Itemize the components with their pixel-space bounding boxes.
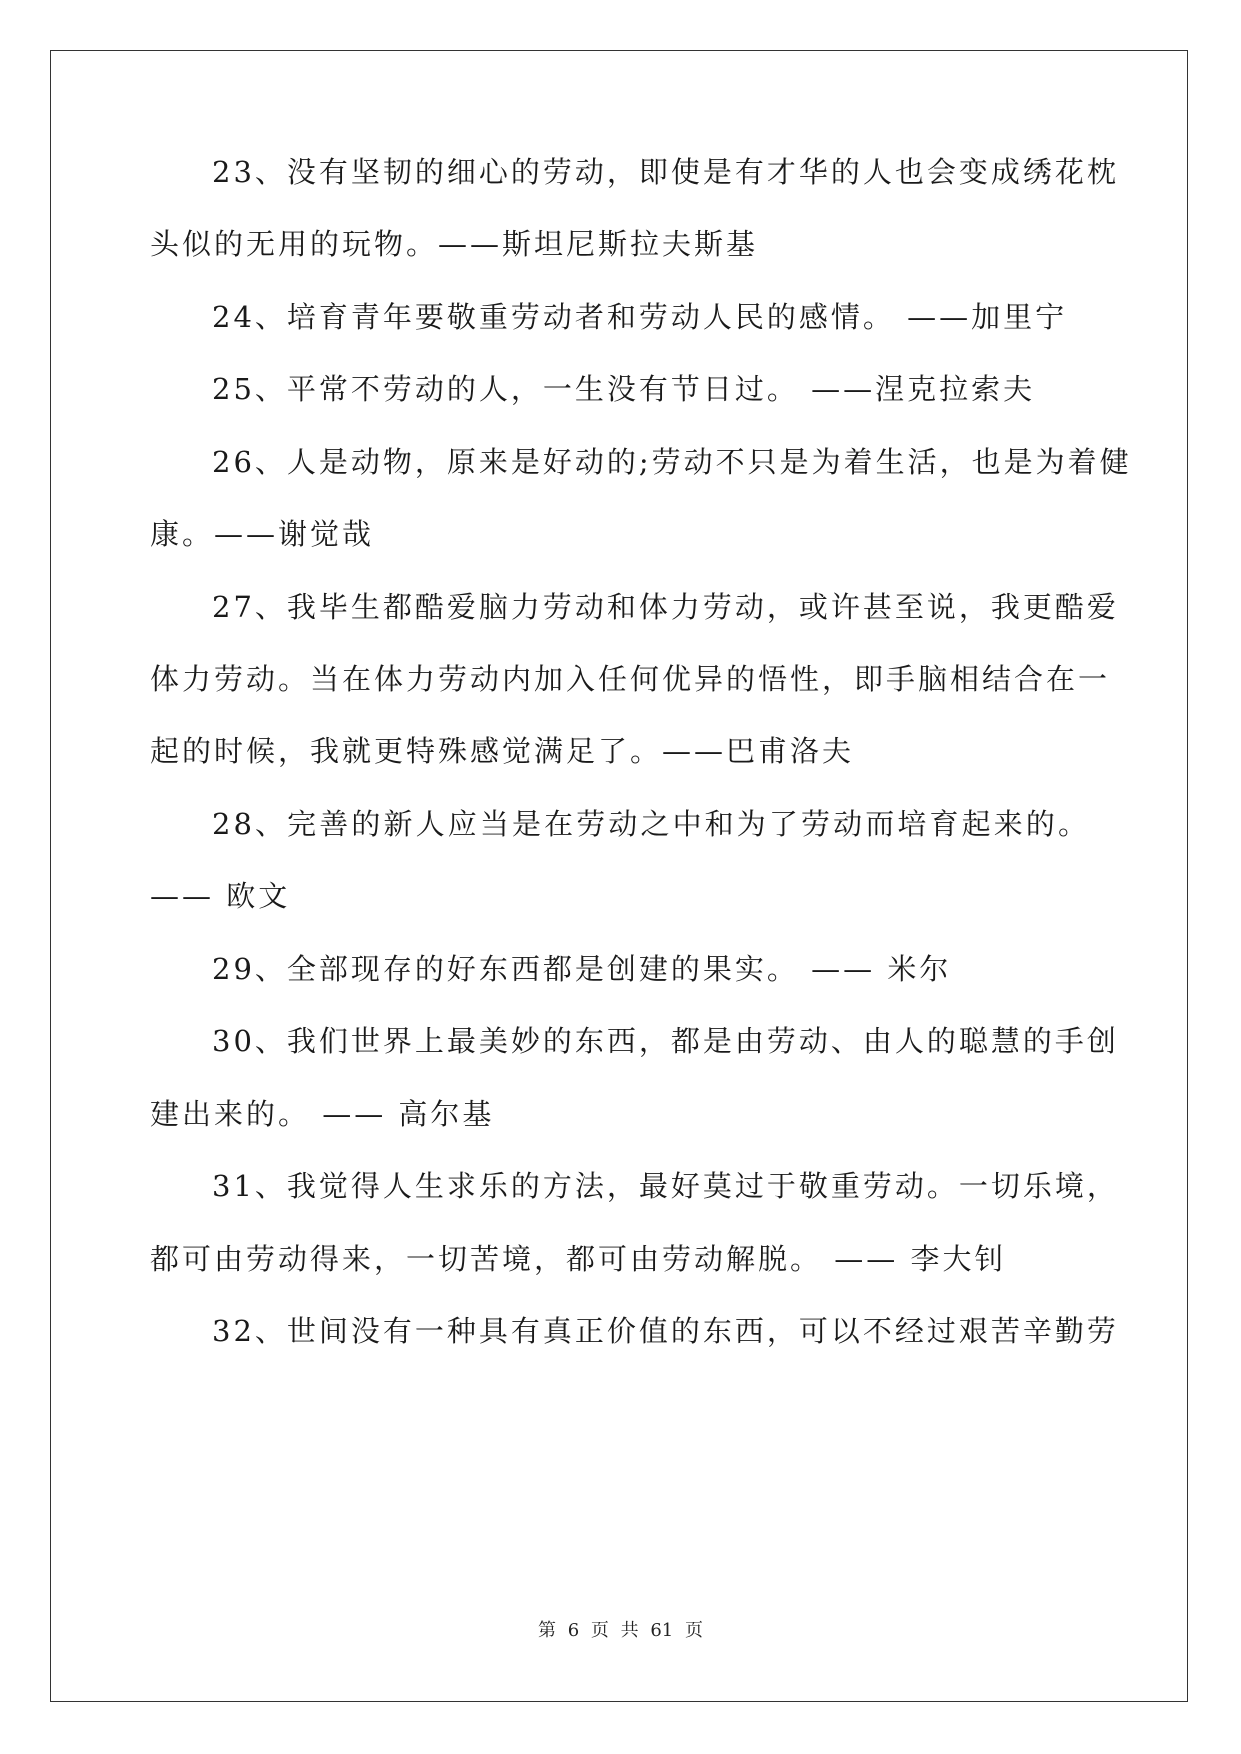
- paragraph-28-line-1: 28、完善的新人应当是在劳动之中和为了劳动而培育起来的。: [212, 807, 1090, 841]
- paragraph-23-line-2: 头似的无用的玩物。——斯坦尼斯拉夫斯基: [150, 227, 759, 261]
- paragraph-32-line-1: 32、世间没有一种具有真正价值的东西，可以不经过艰苦辛勤劳: [212, 1314, 1119, 1348]
- paragraph-30-line-2: 建出来的。 —— 高尔基: [150, 1097, 495, 1131]
- page-number-footer: 第 6 页 共 61 页: [538, 1620, 703, 1641]
- paragraph-23-line-1: 23、没有坚韧的细心的劳动，即使是有才华的人也会变成绣花枕: [212, 155, 1119, 189]
- paragraph-29-line-1: 29、全部现存的好东西都是创建的果实。 —— 米尔: [212, 952, 952, 986]
- paragraph-27-line-1: 27、我毕生都酷爱脑力劳动和体力劳动，或许甚至说，我更酷爱: [212, 590, 1119, 624]
- paragraph-25-line-1: 25、平常不劳动的人，一生没有节日过。 ——涅克拉索夫: [212, 372, 1036, 406]
- paragraph-27-line-2: 体力劳动。当在体力劳动内加入任何优异的悟性，即手脑相结合在一: [150, 662, 1111, 696]
- paragraph-31-line-1: 31、我觉得人生求乐的方法，最好莫过于敬重劳动。一切乐境，: [212, 1169, 1119, 1203]
- paragraph-26-line-1: 26、人是动物，原来是好动的;劳动不只是为着生活，也是为着健: [212, 445, 1132, 479]
- paragraph-30-line-1: 30、我们世界上最美妙的东西，都是由劳动、由人的聪慧的手创: [212, 1024, 1119, 1058]
- paragraph-26-line-2: 康。——谢觉哉: [150, 517, 375, 551]
- paragraph-27-line-3: 起的时候，我就更特殊感觉满足了。——巴甫洛夫: [150, 734, 855, 768]
- paragraph-31-line-2: 都可由劳动得来，一切苦境，都可由劳动解脱。 —— 李大钊: [150, 1242, 1007, 1276]
- paragraph-24-line-1: 24、培育青年要敬重劳动者和劳动人民的感情。 ——加里宁: [212, 300, 1068, 334]
- paragraph-28-line-2: —— 欧文: [150, 879, 291, 913]
